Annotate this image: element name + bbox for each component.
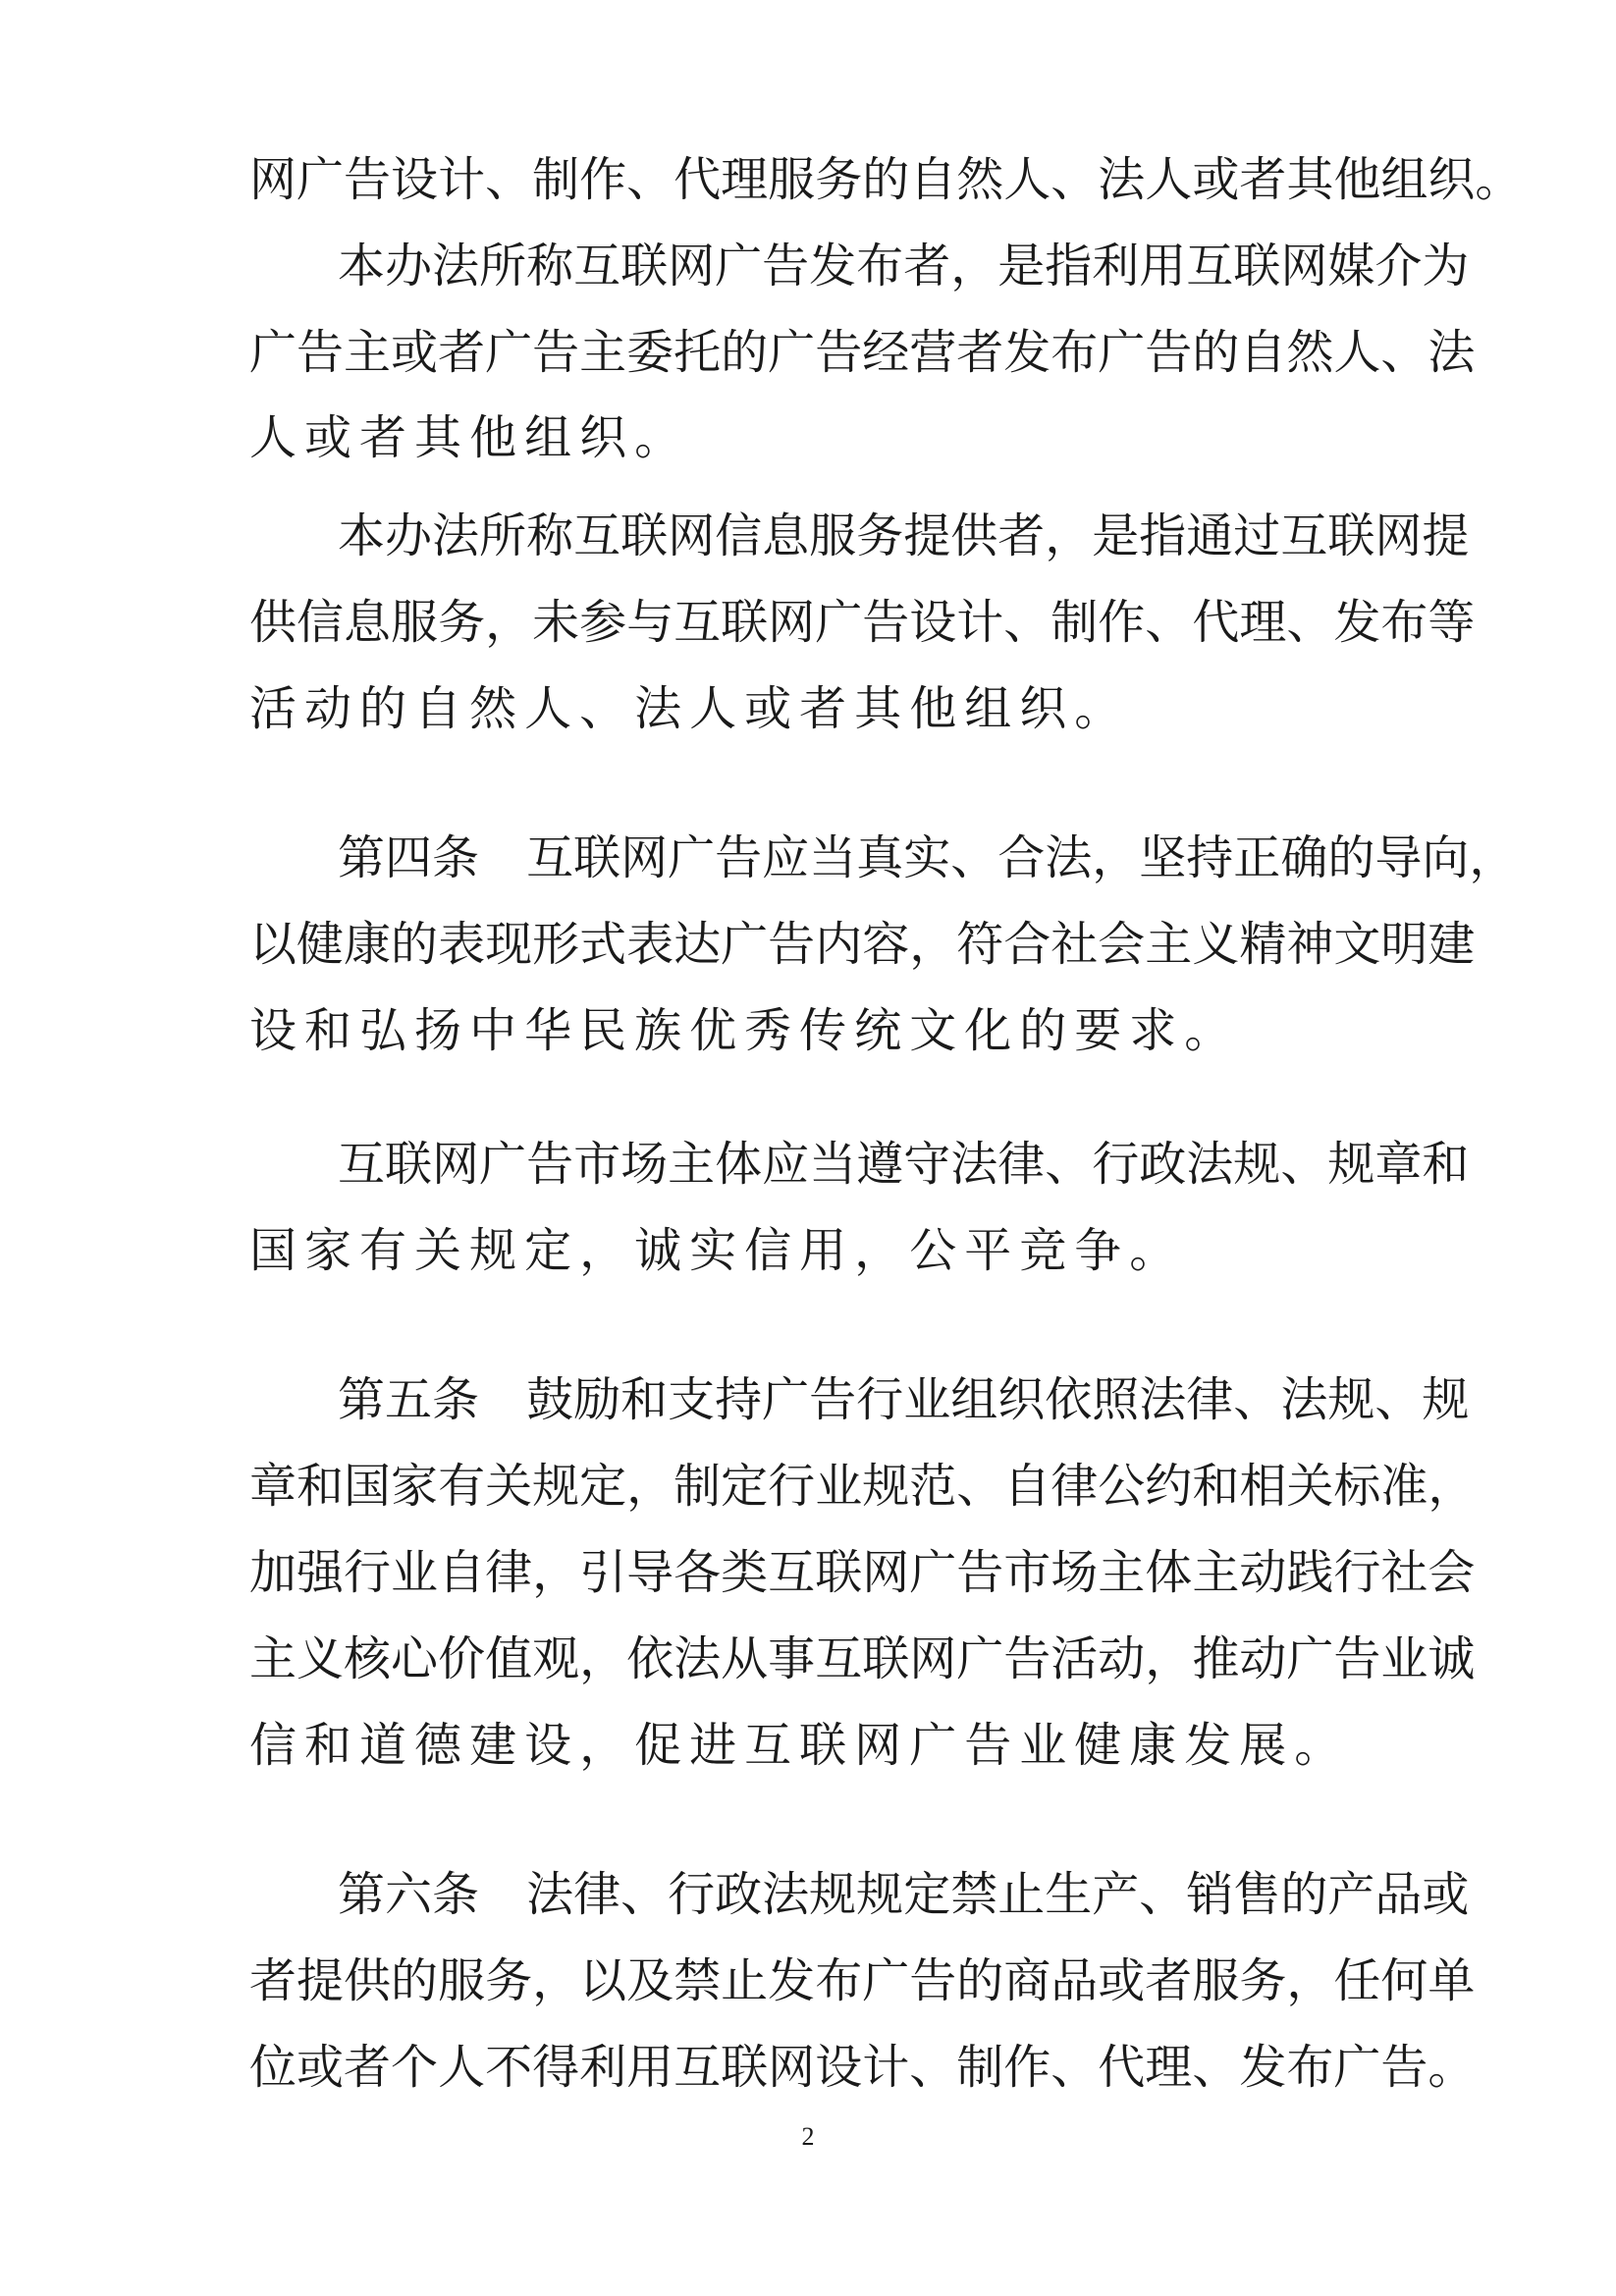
text-line: 网 广 告 设 计 、 制 作 、 代 理 服 务 的 自 然 人 、 法 人 或 者 其 他 组 织 。 — [249, 152, 1523, 207]
text-line: 信 和 道 德 建 设 ， 促 进 互 联 网 广 告 业 健 康 发 展 。 — [249, 1718, 1342, 1773]
text-line: 章 和 国 家 有 关 规 定 ， 制 定 行 业 规 范 、 自 律 公 约 和 相 关 标 准 ， — [249, 1459, 1476, 1514]
text-line: 第 四 条 互 联 网 广 告 应 当 真 实 、 合 法 ， 坚 持 正 确 的 导 向 ， — [338, 830, 1517, 885]
text-line: 设 和 弘 扬 中 华 民 族 优 秀 传 统 文 化 的 要 求 。 — [249, 1003, 1232, 1058]
text-line: 本 办 法 所 称 互 联 网 信 息 服 务 提 供 者 ， 是 指 通 过 互 联 网 提 — [338, 508, 1470, 563]
text-line: 加 强 行 业 自 律 ， 引 导 各 类 互 联 网 广 告 市 场 主 体 主 动 践 行 社 会 — [249, 1545, 1476, 1600]
text-line: 广 告 主 或 者 广 告 主 委 托 的 广 告 经 营 者 发 布 广 告 的 自 然 人 、 法 — [249, 325, 1476, 380]
text-line: 人 或 者 其 他 组 织 。 — [249, 410, 682, 465]
text-line: 互 联 网 广 告 市 场 主 体 应 当 遵 守 法 律 、 行 政 法 规 、 规 章 和 — [338, 1137, 1470, 1192]
text-line: 国 家 有 关 规 定 ， 诚 实 信 用 ， 公 平 竞 争 。 — [249, 1223, 1177, 1278]
text-line: 者 提 供 的 服 务 ， 以 及 禁 止 发 布 广 告 的 商 品 或 者 服 务 ， 任 何 单 — [249, 1953, 1476, 2008]
text-line: 第 五 条 鼓 励 和 支 持 广 告 行 业 组 织 依 照 法 律 、 法 规 、 规 — [338, 1372, 1470, 1427]
text-line: 本 办 法 所 称 互 联 网 广 告 发 布 者 ， 是 指 利 用 互 联 网 媒 介 为 — [338, 239, 1470, 294]
text-line: 第 六 条 法 律 、 行 政 法 规 规 定 禁 止 生 产 、 销 售 的 产 品 或 — [338, 1867, 1470, 1922]
text-line: 主 义 核 心 价 值 观 ， 依 法 从 事 互 联 网 广 告 活 动 ， 推 动 广 告 业 诚 — [249, 1631, 1476, 1686]
text-line: 供 信 息 服 务 ， 未 参 与 互 联 网 广 告 设 计 、 制 作 、 代 理 、 发 布 等 — [249, 595, 1476, 650]
text-line: 以 健 康 的 表 现 形 式 表 达 广 告 内 容 ， 符 合 社 会 主 义 精 神 文 明 建 — [249, 917, 1476, 972]
text-line: 活 动 的 自 然 人 、 法 人 或 者 其 他 组 织 。 — [249, 681, 1122, 736]
text-line: 位 或 者 个 人 不 得 利 用 互 联 网 设 计 、 制 作 、 代 理 、 发 布 广 告 。 — [249, 2040, 1476, 2095]
page-number: 2 — [801, 2122, 815, 2151]
